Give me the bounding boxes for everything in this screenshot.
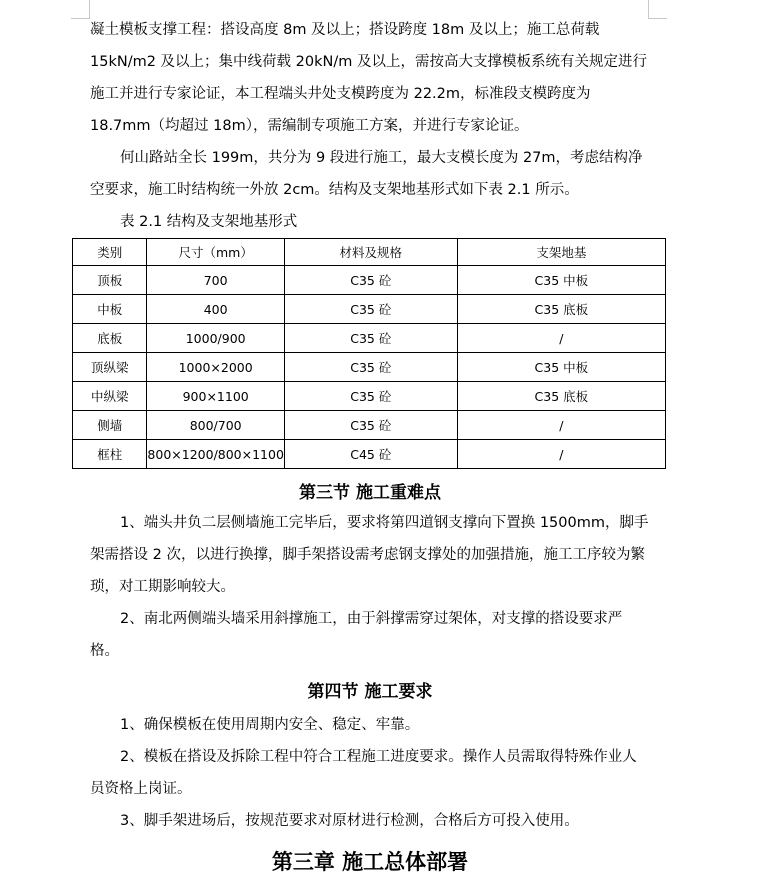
table-cell: 900×1100 bbox=[147, 382, 285, 411]
table-cell: 顶纵梁 bbox=[73, 353, 147, 382]
section-4-item-2: 2、模板在搭设及拆除工程中符合工程施工进度要求。操作人员需取得特殊作业人员资格上岗证。 bbox=[90, 749, 637, 797]
intro-paragraph-1: 凝土模板支撑工程：搭设高度 8m 及以上；搭设跨度 18m 及以上；施工总荷载 15kN/m2 及以上；集中线荷载 20kN/m 及以上，需按高大支撑模板系统有关规定进行施工并进行专家论证，本工程端头井处支模跨度为 22.2m，标准段支模跨度为 18.7mm（均超过 18m），需编制专项施工方案，并进行专家论证。 bbox=[90, 22, 647, 134]
section-3-item-1: 1、端头井负二层侧墙施工完毕后，要求将第四道钢支撑向下置换 1500mm，脚手架需搭设 2 次，以进行换撑，脚手架搭设需考虑钢支撑处的加强措施，施工工序较为繁琐，对工期影响较大。 bbox=[90, 515, 649, 595]
table-cell: 框柱 bbox=[73, 440, 147, 469]
table-header-cell: 材料及规格 bbox=[284, 239, 457, 266]
section-4-item-3: 3、脚手架进场后，按规范要求对原材进行检测，合格后方可投入使用。 bbox=[120, 813, 579, 829]
intro-paragraph-2: 何山路站全长 199m，共分为 9 段进行施工，最大支模长度为 27m，考虑结构净空要求，施工时结构统一外放 2cm。结构及支架地基形式如下表 2.1 所示。 bbox=[90, 150, 643, 198]
table-row bbox=[73, 266, 666, 295]
table-row bbox=[73, 382, 666, 411]
table-row bbox=[73, 353, 666, 382]
table-cell: 700 bbox=[147, 266, 285, 295]
table-cell: 底板 bbox=[73, 324, 147, 353]
table-caption: 表 2.1 结构及支架地基形式 bbox=[120, 214, 298, 230]
table-cell: 800/700 bbox=[147, 411, 285, 440]
table-cell: 中板 bbox=[73, 295, 147, 324]
structure-table bbox=[72, 238, 666, 469]
table-cell: 800×1200/800×1100 bbox=[147, 440, 285, 469]
table-cell: C45 砼 bbox=[284, 440, 457, 469]
table-header-row bbox=[73, 239, 666, 266]
table-cell: 顶板 bbox=[73, 266, 147, 295]
table-cell: C35 砼 bbox=[284, 295, 457, 324]
table-row bbox=[73, 411, 666, 440]
table-cell: 侧墙 bbox=[73, 411, 147, 440]
section-3-item-2: 2、南北两侧端头墙采用斜撑施工，由于斜撑需穿过架体，对支撑的搭设要求严格。 bbox=[90, 611, 623, 659]
table-cell: C35 砼 bbox=[284, 324, 457, 353]
section-4-item-1: 1、确保模板在使用周期内安全、稳定、牢靠。 bbox=[120, 717, 420, 733]
section-4-heading: 第四节 施工要求 bbox=[307, 682, 433, 702]
table-header-cell: 类别 bbox=[73, 239, 147, 266]
table-cell: C35 中板 bbox=[457, 266, 665, 295]
chapter-3-heading: 第三章 施工总体部署 bbox=[271, 849, 469, 874]
table-cell: 400 bbox=[147, 295, 285, 324]
table-cell: C35 中板 bbox=[457, 353, 665, 382]
table-cell: C35 砼 bbox=[284, 411, 457, 440]
document-body bbox=[90, 14, 650, 879]
table-cell: C35 砼 bbox=[284, 382, 457, 411]
table-cell: 1000×2000 bbox=[147, 353, 285, 382]
table-header-cell: 尺寸（mm） bbox=[147, 239, 285, 266]
table-cell: C35 底板 bbox=[457, 295, 665, 324]
margin-corner-mark-left bbox=[71, 0, 90, 19]
table-cell: / bbox=[457, 411, 665, 440]
table-row bbox=[73, 324, 666, 353]
table-row bbox=[73, 295, 666, 324]
margin-corner-mark-right bbox=[648, 0, 667, 19]
table-row bbox=[73, 440, 666, 469]
table-cell: C35 砼 bbox=[284, 266, 457, 295]
section-3-heading: 第三节 施工重难点 bbox=[299, 483, 441, 503]
table-cell: 中纵梁 bbox=[73, 382, 147, 411]
table-cell: C35 底板 bbox=[457, 382, 665, 411]
table-cell: / bbox=[457, 324, 665, 353]
table-cell: C35 砼 bbox=[284, 353, 457, 382]
table-cell: 1000/900 bbox=[147, 324, 285, 353]
table-header-cell: 支架地基 bbox=[457, 239, 665, 266]
table-cell: / bbox=[457, 440, 665, 469]
